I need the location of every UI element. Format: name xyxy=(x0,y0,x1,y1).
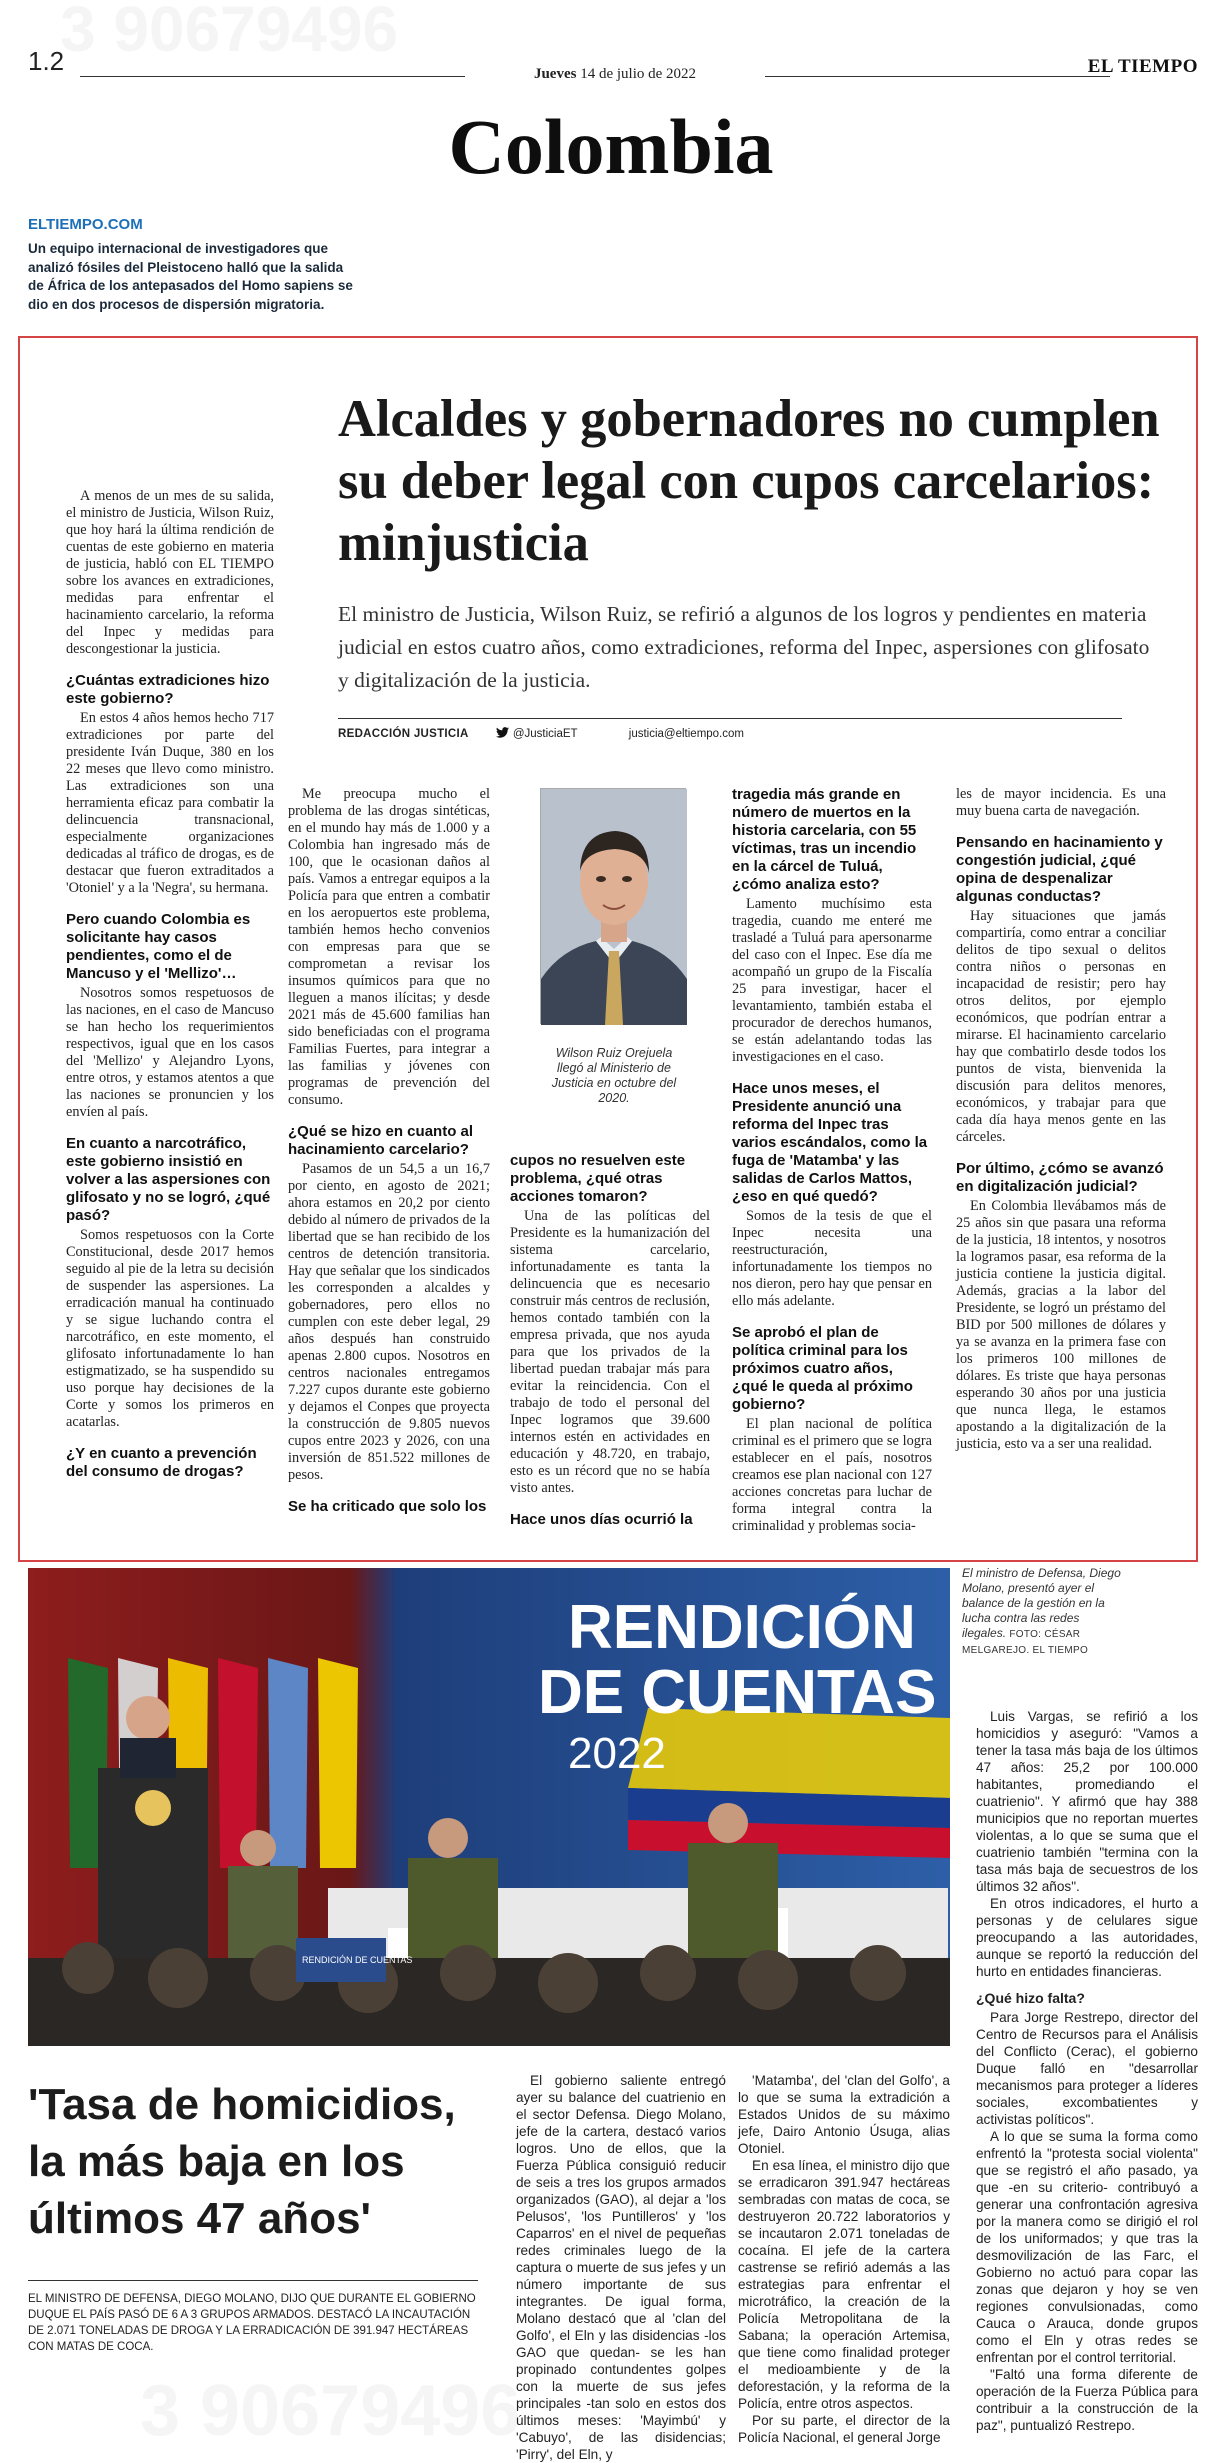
byline-twitter[interactable] xyxy=(496,727,602,740)
answer: les de mayor incidencia. Es una muy buena carta de navegación. xyxy=(956,786,1166,819)
subheading: ¿Qué hizo falta? xyxy=(976,1990,1085,2006)
article2-paragraph: En esa línea, el ministro dijo que se erradicaron 391.947 hectáreas sembradas con matas de coca, se destruyeron 20.722 laboratorios y se incautaron 2.071 toneladas de cocaína. El jefe de la cartera castrense se refirió además a las estrategias para enfrentar el microtráfico, la creación de la Policía Metropolitana de la Sabana; la operación Artemisa, que tiene como finalidad proteger el medioambiente y de la deforestación, y la reforma de la Policía, entre otros aspectos. xyxy=(738,2158,950,2411)
portrait-caption: Wilson Ruiz Orejuela llegó al Ministerio de Justicia en octubre del 2020. xyxy=(551,1046,677,1105)
twitter-icon xyxy=(496,727,509,738)
question: En cuanto a narcotráfico, este gobierno insistió en volver a las aspersiones con glifosato y no se logró, ¿qué pasó? xyxy=(66,1135,271,1224)
article-deck: El ministro de Justicia, Wilson Ruiz, se refirió a algunos de los logros y pendientes en materia judicial en estos cuatro años, como extradiciones, reforma del Inpec, aspersiones con glifosato y digitalización de la justicia. xyxy=(338,602,1150,692)
banner-line-1: RENDICIÓN xyxy=(568,1593,916,1662)
intro-paragraph: A menos de un mes de su salida, el ministro de Justicia, Wilson Ruiz, que hoy hará la última rendición de cuentas de este gobierno en materia de justicia, habló con EL TIEMPO sobre los avances en extradiciones, medidas para enfrentar el hacinamiento carcelario, la reforma del Inpec y medidas para descongestionar la justicia. xyxy=(66,488,274,657)
question: ¿Y en cuanto a prevención del consumo de drogas? xyxy=(66,1445,257,1480)
promo-kicker[interactable]: ELTIEMPO.COM xyxy=(28,216,143,233)
issue-date xyxy=(480,66,750,83)
photo-credit: FOTO: CÉSAR MELGAREJO. EL TIEMPO xyxy=(962,1629,1089,1656)
byline-twitter-handle: @JusticiaET xyxy=(512,728,578,740)
watermark-top: 3 90679496 xyxy=(60,0,399,65)
paper-name: EL TIEMPO xyxy=(1087,56,1198,77)
answer: Lamento muchísimo esta tragedia, cuando me enteré me trasladé a Tuluá para apersonarme del caso con el Inpec. Ese día me acompañó un grupo de la Fiscalía 25 para investigar, hacer el levantamiento, también estaba el procurador de derechos humanos, se están adelantando todas las investigaciones en el caso. xyxy=(732,896,932,1065)
answer: Hay situaciones que jamás compartiría, como entrar a conciliar delitos de tipo sexual o delitos contra niños o personas en incapacidad de resistir; pero hay otros delitos, por ejemplo económicos, que podrían entrar a mirarse. El hacinamiento carcelario hay que combatirlo desde todos los puntos de vista, bienvenida la discusión para delitos menores, económicos, y trabajar para que cada día haya menos gente en las cárceles. xyxy=(956,908,1166,1145)
article2-paragraph: Por su parte, el director de la Policía Nacional, el general Jorge xyxy=(738,2413,950,2445)
wilson-ruiz-portrait xyxy=(540,788,686,1024)
question: Se aprobó el plan de política criminal para los próximos cuatro años, ¿qué le queda al próximo gobierno? xyxy=(732,1324,913,1413)
article2-paragraph: Para Jorge Restrepo, director del Centro de Recursos para el Análisis del Conflicto (Cerac), el gobierno Duque falló en "desarrollar mecanismos para proteger a líderes sociales, excombatientes y activistas políticos". xyxy=(976,2010,1198,2127)
answer: Somos respetuosos con la Corte Constitucional, desde 2017 hemos seguido al pie de la letra su decisión de suspender las aspersiones. La erradicación manual ha continuado y se sigue luchando contra el narcotráfico, en este momento, el glifosato infortunadamente lo han estigmatizado, se ha suspendido su uso porque hay decisiones de la Corte y somos los primeros en acatarlas. xyxy=(66,1227,274,1430)
article2-paragraph: A lo que se suma la forma como enfrentó la "protesta social violenta" que se registró el año pasado, ya que -en su criterio- contribuyó a generar una confrontación agresiva por la manera como se dirigió el rol de los uniformados; y que tras la desmovilización de las Farc, el Gobierno no actuó para copar las zonas que dejaron y hoy se ven regiones convulsionadas, como Cauca o Arauca, donde grupos como el Eln y otras redes se enfrentan por el control territorial. xyxy=(976,2129,1198,2365)
article-column-1 xyxy=(66,488,274,1483)
article2-paragraph: En otros indicadores, el hurto a personas y de celulares sigue preocupando a las autoridades, aunque se reportó la reducción del hurto en entidades financieras. xyxy=(976,1896,1198,1979)
article2-column-1 xyxy=(516,2072,726,2463)
date-rule-right xyxy=(765,76,1110,77)
article2-paragraph: 'Matamba', del 'clan del Golfo', a lo que se suma la extradición a Estados Unidos de su máximo jefe, Dairo Antonio Úsuga, alias Otoniel. xyxy=(738,2073,950,2156)
question: Se ha criticado que solo los xyxy=(288,1498,487,1515)
podium-text: RENDICIÓN DE CUENTAS xyxy=(302,1955,413,1965)
portrait-image xyxy=(541,789,687,1025)
article2-paragraph: Luis Vargas, se refirió a los homicidios y aseguró: "Vamos a tener la tasa más baja de los últimos 47 años: 25,2 por 100.000 habitantes, promediando el cuatrienio". Y afirmó que hay 388 municipios que no reportan muertes violentas, a lo que se suma que el cuatrienio también "termina con la tasa más baja de secuestros de los últimos 32 años". xyxy=(976,1709,1198,1894)
banner-line-2: DE CUENTAS xyxy=(538,1658,937,1727)
article-headline: Alcaldes y gobernadores no cumplen su deber legal con cupos carcelarios: minjusticia xyxy=(338,390,1160,572)
article-column-5 xyxy=(956,786,1166,1453)
rendicion-de-cuentas-photo xyxy=(28,1568,950,2046)
question: Hace unos días ocurrió la xyxy=(510,1511,693,1528)
byline-author: REDACCIÓN JUSTICIA xyxy=(338,728,469,740)
article2-paragraph: "Faltó una forma diferente de operación de la Fuerza Pública para contribuir a la construcción de la paz", puntualizó Restrepo. xyxy=(976,2367,1198,2433)
answer: En Colombia llevábamos más de 25 años sin que pasara una reforma de la justicia, 18 intentos, y nosotros la logramos pasar, esa reforma de la justicia contiene la justicia digital. Además, gracias a la labor del Presidente, se logró un préstamo del BID por 500 millones de dólares y ya se avanza en la primera fase con los primeros 100 millones de dólares. Es triste que haya personas esperando 30 años por una justicia que nunca llega, le estamos apostando a la digitalización de la justicia, esto va a ser una realidad. xyxy=(956,1198,1166,1452)
event-photo-image xyxy=(28,1568,950,2046)
article-column-4 xyxy=(732,786,932,1535)
article-column-2 xyxy=(288,786,490,1518)
answer: Pasamos de un 54,5 a un 16,7 por ciento, en agosto de 2021; ahora estamos en 20,2 por ciento debido al número de privados de la libertad que se han recibido de los centros de detención transitoria. Hay que señalar que los sindicados les corresponden a alcaldes y gobernadores, pero ellos no cumplen con este deber legal, 29 años después han construido apenas 2.800 cupos. Nosotros en centros nacionales entregamos 7.227 cupos durante este gobierno y dejamos el Conpes que proyecta la construcción de 9.805 nuevos cupos entre 2023 y 2026, con una inversión de 851.522 millones de pesos. xyxy=(288,1161,490,1483)
article2-paragraph: El gobierno saliente entregó ayer su balance del cuatrienio en el sector Defensa. Diego Molano, jefe de la cartera, destacó varios logros. Uno de ellos, que la Fuerza Pública consiguió reducir de seis a tres los grupos armados organizados (GAO), al dejar a 'los Pelusos', 'los Puntilleros' y 'los Caparros' en el nivel de pequeñas redes criminales luego de la captura o muerte de sus jefes y un número importante de sus integrantes. De igual forma, Molano destacó que al 'clan del Golfo', el Eln y las disidencias -los GAO que quedan- se les han propinado contundentes golpes con la muerte de sus jefes principales -tan solo en estos dos últimos meses: 'Mayimbú' y 'Cabuyo', de las disidencias; 'Pirry', del Eln, y xyxy=(516,2073,726,2462)
question: Hace unos meses, el Presidente anunció una reforma del Inpec tras varios escándalos, como la fuga de 'Matamba' y las salidas de Carlos Mattos, ¿eso en qué quedó? xyxy=(732,1080,928,1205)
question: ¿Cuántas extradiciones hizo este gobierno? xyxy=(66,672,270,707)
question: Pero cuando Colombia es solicitante hay casos pendientes, como el de Mancuso y el 'Mellizo'… xyxy=(66,911,251,982)
page-number: 1.2 xyxy=(28,46,65,76)
section-title: Colombia xyxy=(448,103,774,190)
article2-lead: EL MINISTRO DE DEFENSA, DIEGO MOLANO, DIJO QUE DURANTE EL GOBIERNO DUQUE EL PAÍS PASÓ DE 6 A 3 GRUPOS ARMADOS. DESTACÓ LA INCAUTACIÓN DE 2.071 TONELADAS DE DROGA Y LA ERRADICACIÓN DE 391.947 HECTÁREAS CON MATAS DE COCA. xyxy=(28,2280,478,2355)
article2-column-3 xyxy=(976,1708,1198,2434)
answer: En estos 4 años hemos hecho 717 extradiciones por parte del presidente Iván Duque, 380 en los 22 meses que llevo como ministro. Las extradiciones son una herramienta eficaz para combatir la delincuencia transnacional, especialmente organizaciones dedicadas al tráfico de drogas, es de destacar que fueron extraditados a 'Otoniel' y a la 'Negra', su hermana. xyxy=(66,710,274,896)
issue-weekday: Jueves xyxy=(533,66,577,82)
question: Por último, ¿cómo se avanzó en digitalización judicial? xyxy=(956,1160,1164,1195)
article2-column-2 xyxy=(738,2072,950,2446)
answer: Somos de la tesis de que el Inpec necesita una reestructuración, infortunadamente los tiempos no nos dieron, pero hay que pensar en ello más adelante. xyxy=(732,1208,932,1309)
banner-year: 2022 xyxy=(568,1729,666,1778)
byline xyxy=(338,718,1122,746)
answer: Una de las políticas del Presidente es la humanización del sistema carcelario, infortunadamente es tanta la delincuencia que es necesario construir más centros de reclusión, hemos contado también con la empresa privada, que nos ayuda para que los privados de la libertad puedan trabajar más para evitar la reincidencia. Con el trabajo de todo el personal del Inpec logramos que 39.600 internos estén en actividades en educación y 48.720, en trabajo, esto es un récord que no se había visto antes. xyxy=(510,1208,710,1496)
answer: El plan nacional de política criminal es el primero que se logra establecer en el país, nosotros creamos ese plan nacional con 127 acciones concretas para luchar de forma integral contra la criminalidad y problemas socia- xyxy=(732,1416,932,1534)
event-photo-caption xyxy=(962,1566,1122,1658)
byline-email[interactable]: justicia@eltiempo.com xyxy=(628,728,744,740)
date-rule-left xyxy=(80,76,465,77)
issue-date-rest: 14 de julio de 2022 xyxy=(580,66,697,82)
question: ¿Qué se hizo en cuanto al hacinamiento carcelario? xyxy=(288,1123,474,1158)
article2-headline: 'Tasa de homicidios, la más baja en los últimos 47 años' xyxy=(28,2080,456,2243)
question: tragedia más grande en número de muertos en la historia carcelaria, con 55 víctimas, tras un incendio en la cárcel de Tuluá, ¿cómo analiza esto? xyxy=(732,786,917,893)
question: Pensando en hacinamiento y congestión judicial, ¿qué opina de despenalizar algunas conductas? xyxy=(956,834,1163,905)
answer: Nosotros somos respetuosos de las naciones, en el caso de Mancuso se han hecho los requerimientos respectivos, igual que en los casos del 'Mellizo' y Alejandro Lyons, entre otros, y estamos atentos a que las naciones se pronuncien y los envíen al país. xyxy=(66,985,274,1120)
promo-text: Un equipo internacional de investigadores que analizó fósiles del Pleistoceno halló que la salida de África de los antepasados del Homo sapiens se dio en dos procesos de dispersión migratoria. xyxy=(28,241,353,312)
answer: Me preocupa mucho el problema de las drogas sintéticas, en el mundo hay más de 1.000 y a Colombia han ingresado más de 100, que le ocasionan daños al país. Vamos a entregar equipos a la Policía para que entren a combatir en los aeropuertos este problema, también hemos hecho convenios con empresas para que se comprometan a revisar los insumos químicos para que no lleguen a manos ilícitas; y desde 2021 más de 45.600 familias han sido beneficiadas con el programa Familias Fuertes, para integrar a las familias y jóvenes con programas de prevención del consumo. xyxy=(288,786,490,1108)
question: cupos no resuelven este problema, ¿qué otras acciones tomaron? xyxy=(510,1152,686,1205)
watermark-bottom: 3 90679496 xyxy=(140,2371,521,2451)
article-column-3 xyxy=(510,1152,710,1531)
event-photo-caption-text: El ministro de Defensa, Diego Molano, presentó ayer el balance de la gestión en la lucha contra las redes ilegales. xyxy=(962,1566,1121,1640)
